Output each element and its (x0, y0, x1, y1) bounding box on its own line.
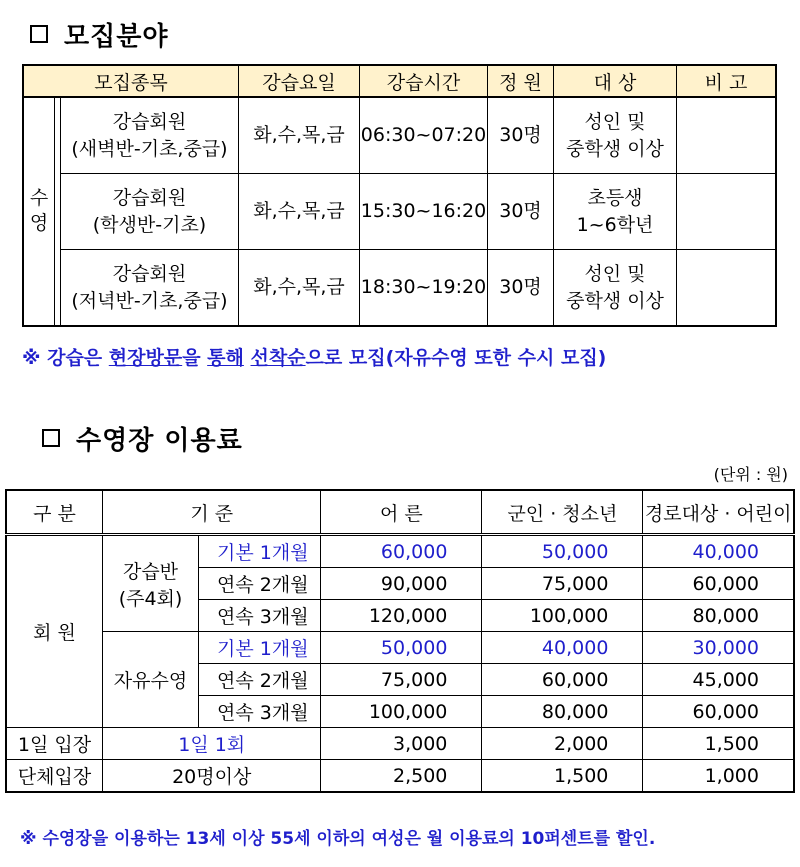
adult-fee: 90,000 (321, 568, 482, 600)
fee-table (5, 489, 795, 793)
target-line1: 성인 및 (584, 110, 646, 133)
period-cell: 연속 2개월 (199, 664, 321, 696)
section1-heading (30, 16, 168, 53)
youth-fee: 1,500 (482, 760, 643, 793)
days-cell: 화,수,목,금 (239, 97, 360, 174)
category-cell (23, 97, 55, 326)
header-capacity: 정 원 (488, 65, 554, 97)
target-line1: 성인 및 (584, 262, 646, 285)
member-cell: 회 원 (6, 535, 103, 728)
discount-note: ※ 수영장을 이용하는 13세 이상 55세 이하의 여성은 월 이용료의 10퍼센트를 할인. (20, 829, 656, 849)
senior-fee: 60,000 (643, 696, 794, 728)
section2-heading (42, 420, 243, 457)
adult-fee: 100,000 (321, 696, 482, 728)
note-text (244, 347, 251, 369)
youth-fee: 100,000 (482, 600, 643, 632)
table-row (23, 97, 776, 174)
note-text: ※ 강습은 (22, 347, 109, 369)
target-line2: 중학생 이상 (566, 289, 664, 312)
group1-line2: (주4회) (118, 587, 183, 610)
group2-cell: 자유수영 (103, 632, 199, 728)
adult-fee: 75,000 (321, 664, 482, 696)
period-cell: 기본 1개월 (199, 535, 321, 568)
header-time: 강습시간 (360, 65, 488, 97)
recruitment-table (22, 64, 777, 327)
table-row (6, 632, 794, 664)
target-cell (554, 174, 677, 250)
adult-fee: 50,000 (321, 632, 482, 664)
senior-fee: 80,000 (643, 600, 794, 632)
program-cell (61, 250, 239, 327)
table-row (23, 174, 776, 250)
program-cell (61, 97, 239, 174)
capacity-cell: 30명 (488, 174, 554, 250)
senior-fee: 40,000 (643, 535, 794, 568)
group1-line1: 강습반 (122, 560, 179, 583)
recruitment-note (22, 343, 606, 370)
program-name: 강습회원 (112, 186, 187, 209)
section1-title: 모집분야 (64, 22, 169, 52)
program-sub: (새벽반-기초,중급) (71, 137, 228, 160)
table-row (23, 250, 776, 327)
unit-label: (단위 : 원) (713, 465, 788, 484)
checkbox-square-icon (30, 25, 48, 43)
group-label: 단체입장 (6, 760, 103, 793)
group1-cell (103, 535, 199, 632)
youth-fee: 2,000 (482, 728, 643, 760)
adult-fee: 2,500 (321, 760, 482, 793)
daily-label: 1일 입장 (6, 728, 103, 760)
adult-fee: 60,000 (321, 535, 482, 568)
adult-fee: 120,000 (321, 600, 482, 632)
capacity-cell: 30명 (488, 250, 554, 327)
period-cell: 기본 1개월 (199, 632, 321, 664)
youth-fee: 40,000 (482, 632, 643, 664)
senior-fee: 1,000 (643, 760, 794, 793)
target-cell (554, 97, 677, 174)
daily-basis: 1일 1회 (103, 728, 321, 760)
days-cell: 화,수,목,금 (239, 250, 360, 327)
target-line2: 중학생 이상 (566, 137, 664, 160)
youth-fee: 80,000 (482, 696, 643, 728)
header-program: 모집종목 (23, 65, 239, 97)
note-underline-firstcome: 선착순 (250, 347, 306, 369)
section2-title: 수영장 이용료 (76, 426, 243, 456)
header-target: 대 상 (554, 65, 677, 97)
capacity-cell: 30명 (488, 97, 554, 174)
time-cell: 18:30~19:20 (360, 250, 488, 327)
target-cell (554, 250, 677, 327)
program-sub: (학생반-기초) (92, 213, 207, 236)
note-cell (677, 97, 777, 174)
header-adult: 어 른 (321, 490, 482, 535)
program-sub: (저녁반-기초,중급) (71, 289, 228, 312)
program-cell (61, 174, 239, 250)
program-name: 강습회원 (112, 262, 187, 285)
time-cell: 06:30~07:20 (360, 97, 488, 174)
table-header-row (23, 65, 776, 97)
senior-fee: 1,500 (643, 728, 794, 760)
target-line2: 1~6학년 (576, 213, 654, 236)
period-cell: 연속 3개월 (199, 600, 321, 632)
note-underline-visit: 현장방문 (108, 347, 183, 369)
senior-fee: 30,000 (643, 632, 794, 664)
days-cell: 화,수,목,금 (239, 174, 360, 250)
header-senior: 경로대상 · 어린이 (643, 490, 794, 535)
note-underline-through: 통해 (207, 347, 244, 369)
header-basis: 기 준 (103, 490, 321, 535)
youth-fee: 75,000 (482, 568, 643, 600)
time-cell: 15:30~16:20 (360, 174, 488, 250)
table-row (6, 760, 794, 793)
senior-fee: 60,000 (643, 568, 794, 600)
target-line1: 초등생 (587, 186, 643, 209)
senior-fee: 45,000 (643, 664, 794, 696)
group-basis: 20명이상 (103, 760, 321, 793)
youth-fee: 60,000 (482, 664, 643, 696)
header-days: 강습요일 (239, 65, 360, 97)
youth-fee: 50,000 (482, 535, 643, 568)
program-name: 강습회원 (112, 110, 187, 133)
header-youth: 군인 · 청소년 (482, 490, 643, 535)
period-cell: 연속 3개월 (199, 696, 321, 728)
note-cell (677, 250, 777, 327)
table-row (6, 728, 794, 760)
table-row (6, 535, 794, 568)
checkbox-square-icon (42, 429, 60, 447)
note-text: 으로 모집(자유수영 또한 수시 모집) (305, 347, 607, 369)
table-header-row (6, 490, 794, 535)
note-cell (677, 174, 777, 250)
note-text: 을 (182, 347, 208, 369)
period-cell: 연속 2개월 (199, 568, 321, 600)
header-note: 비 고 (677, 65, 777, 97)
category-label: 수영 (29, 187, 49, 235)
adult-fee: 3,000 (321, 728, 482, 760)
header-category: 구 분 (6, 490, 103, 535)
